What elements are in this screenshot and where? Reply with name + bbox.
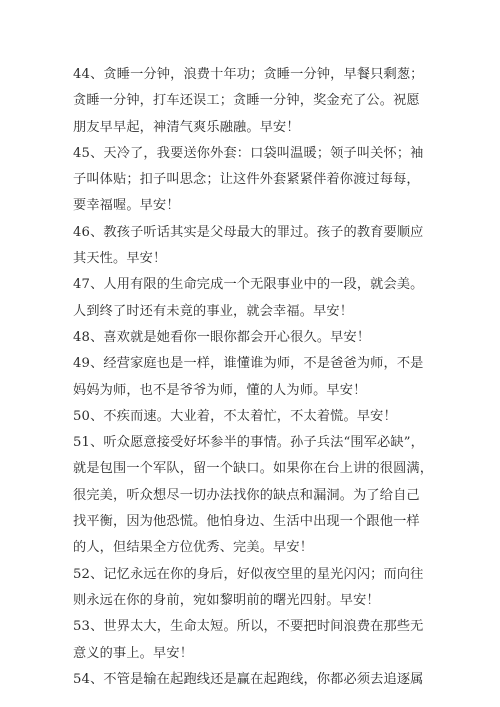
text-line: 46、教孩子听话其实是父母最大的罪过。孩子的教育要顺应 <box>73 224 424 240</box>
text-line: 人到终了时还有未竟的事业，就会幸福。早安！ <box>73 303 354 319</box>
text-line: 45、天冷了，我要送你外套：口袋叫温暖；领子叫关怀；袖 <box>73 145 424 161</box>
document-body <box>73 62 435 693</box>
text-line: 找平衡，因为他恐慌。他怕身边、生活中出现一个跟他一样 <box>73 514 420 530</box>
text-line: 49、经营家庭也是一样，谁懂谁为师，不是爸爸为师，不是 <box>73 356 424 372</box>
text-line: 朋友早早起，神清气爽乐融融。早安！ <box>73 119 300 135</box>
text-line: 则永远在你的身前，宛如黎明前的曙光四射。早安！ <box>73 592 380 608</box>
text-line: 52、记忆永远在你的身后，好似夜空里的星光闪闪；而向往 <box>73 566 424 582</box>
text-line: 要幸福喔。早安！ <box>73 198 180 214</box>
text-line: 就是包围一个军队，留一个缺口。如果你在台上讲的很圆满， <box>73 461 434 477</box>
text-line: 47、人用有限的生命完成一个无限事业中的一段，就会美。 <box>73 277 424 293</box>
text-line: 很完美，听众想尽一切办法找你的缺点和漏洞。为了给自己 <box>73 487 420 503</box>
text-line: 48、喜欢就是她看你一眼你都会开心很久。早安！ <box>73 329 371 345</box>
text-line: 54、不管是输在起跑线还是赢在起跑线，你都必须去追逐属 <box>73 671 424 687</box>
text-line: 50、不疾而速。大业着，不太着忙，不太着慌。早安！ <box>73 408 397 424</box>
text-line: 其天性。早安！ <box>73 251 167 267</box>
text-line: 53、世界太大，生命太短。所以，不要把时间浪费在那些无 <box>73 619 424 635</box>
text-line: 51、听众愿意接受好坏参半的事情。孙子兵法“围军必缺”， <box>73 435 424 451</box>
text-line: 妈妈为师，也不是爷爷为师，懂的人为师。早安！ <box>73 382 367 398</box>
text-line: 的人，但结果全方位优秀、完美。早安！ <box>73 540 314 556</box>
text-line: 44、贪睡一分钟，浪费十年功；贪睡一分钟，早餐只剩葱； <box>73 67 424 82</box>
text-line: 贪睡一分钟，打车还误工；贪睡一分钟，奖金充了公。祝愿 <box>73 93 420 109</box>
text-line: 意义的事上。早安！ <box>73 645 194 661</box>
text-line: 子叫体贴；扣子叫思念；让这件外套紧紧伴着你渡过每每， <box>73 172 420 188</box>
